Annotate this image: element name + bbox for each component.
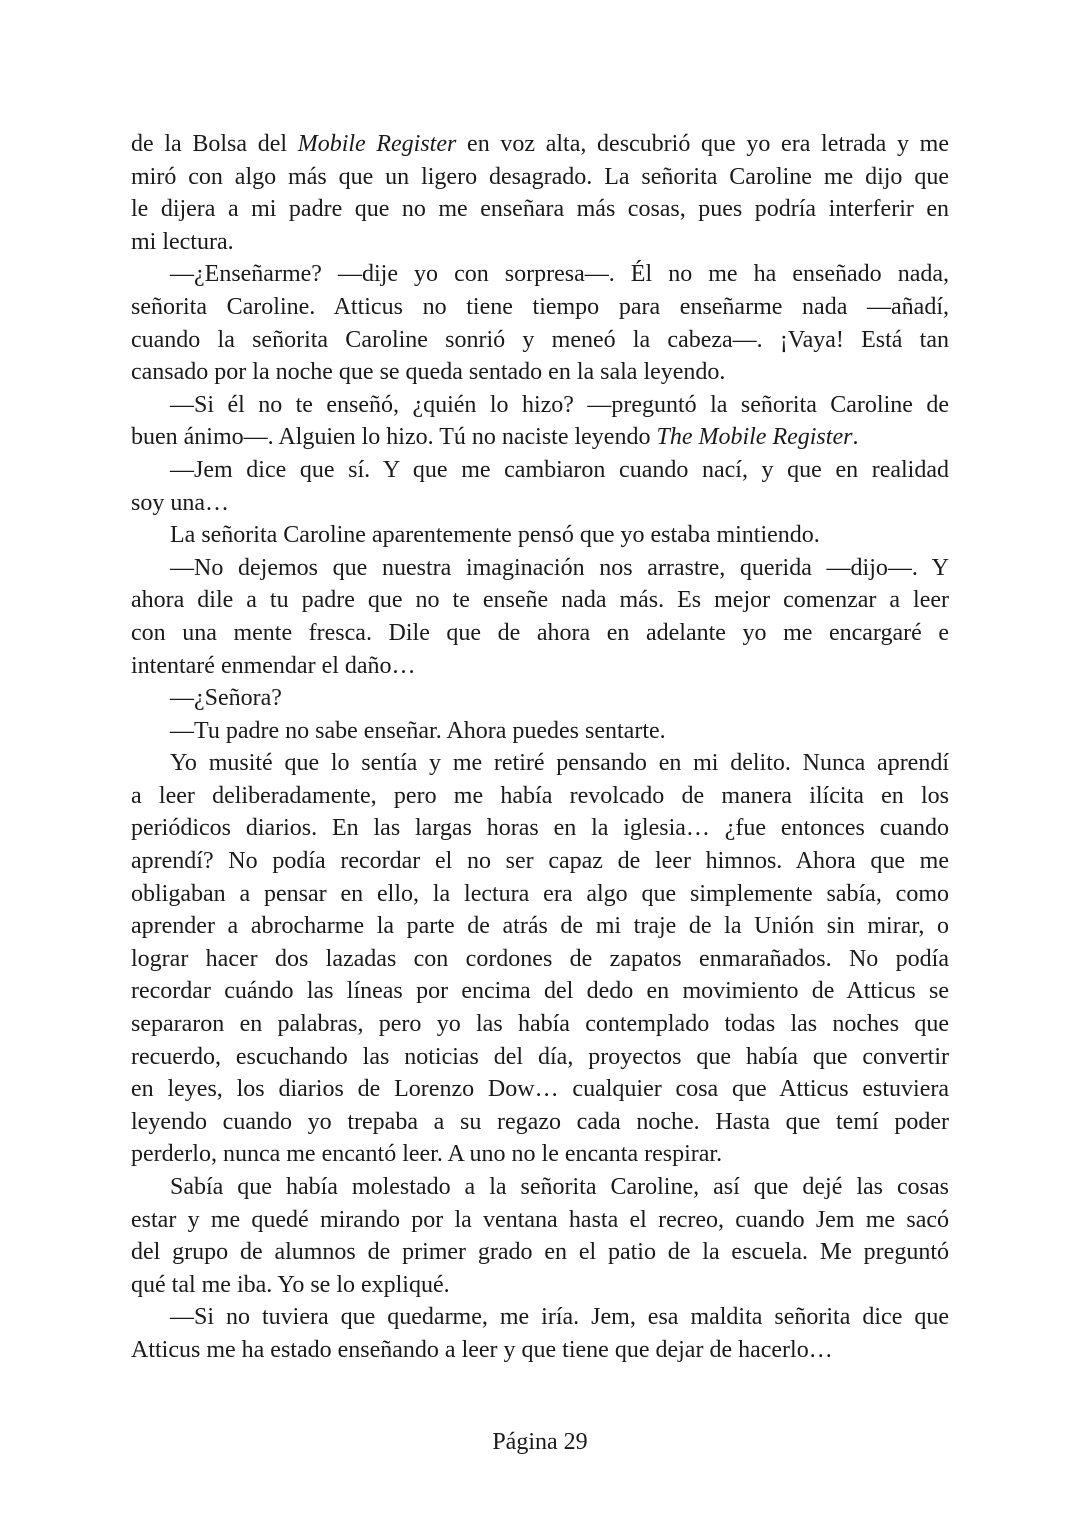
- text-line: buen ánimo—. Alguien lo hizo. Tú no naciste leyendo The Mobile Register.: [131, 424, 859, 451]
- text-line: La señorita Caroline aparentemente pensó que yo estaba mintiendo.: [170, 522, 820, 549]
- text-line: cuando la señorita Caroline sonrió y meneó la cabeza—. ¡Vaya! Está tan: [131, 326, 949, 353]
- text-line: miró con algo más que un ligero desagrado. La señorita Caroline me dijo que: [131, 163, 949, 190]
- text-line: recuerdo, escuchando las noticias del día, proyectos que había que convertir: [131, 1043, 949, 1070]
- text-line: de la Bolsa del Mobile Register en voz alta, descubrió que yo era letrada y me: [131, 131, 949, 157]
- text-line: periódicos diarios. En las largas horas en la iglesia… ¿fue entonces cuando: [131, 815, 949, 842]
- text-line: qué tal me iba. Yo se lo expliqué.: [131, 1271, 450, 1298]
- text-line: —Si él no te enseñó, ¿quién lo hizo? —preguntó la señorita Caroline de: [170, 391, 949, 418]
- text-line: en leyes, los diarios de Lorenzo Dow… cualquier cosa que Atticus estuviera: [131, 1076, 949, 1103]
- text-line: le dijera a mi padre que no me enseñara más cosas, pues podría interferir en: [131, 196, 949, 223]
- text-line: —Jem dice que sí. Y que me cambiaron cuando nací, y que en realidad: [170, 456, 949, 483]
- text-line: obligaban a pensar en ello, la lectura era algo que simplemente sabía, como: [131, 880, 949, 907]
- text-line: soy una…: [131, 489, 229, 516]
- text-line: del grupo de alumnos de primer grado en el patio de la escuela. Me preguntó: [131, 1239, 949, 1266]
- italic-title: The Mobile Register: [656, 424, 853, 451]
- text-line: aprender a abrocharme la parte de atrás de mi traje de la Unión sin mirar, o: [131, 913, 949, 940]
- page-number: Página 29: [492, 1429, 588, 1455]
- text-line: recordar cuándo las líneas por encima del dedo en movimiento de Atticus se: [131, 978, 949, 1005]
- text-line: Yo musité que lo sentía y me retiré pensando en mi delito. Nunca aprendí: [170, 750, 949, 777]
- text-line: estar y me quedé mirando por la ventana hasta el recreo, cuando Jem me sacó: [131, 1206, 949, 1233]
- text-line: leyendo cuando yo trepaba a su regazo cada noche. Hasta que temí poder: [131, 1108, 949, 1135]
- text-line: —Tu padre no sabe enseñar. Ahora puedes sentarte.: [170, 717, 666, 744]
- text-line: ahora dile a tu padre que no te enseñe nada más. Es mejor comenzar a leer: [131, 587, 949, 614]
- italic-title: Mobile Register: [297, 131, 457, 157]
- text-line: intentaré enmendar el daño…: [131, 652, 416, 679]
- text-line: lograr hacer dos lazadas con cordones de zapatos enmarañados. No podía: [131, 945, 949, 972]
- text-line: —¿Enseñarme? —dije yo con sorpresa—. Él no me ha enseñado nada,: [170, 261, 949, 288]
- text-line: señorita Caroline. Atticus no tiene tiempo para enseñarme nada —añadí,: [131, 293, 949, 320]
- text-line: con una mente fresca. Dile que de ahora en adelante yo me encargaré e: [131, 619, 949, 646]
- text-line: —¿Señora?: [170, 685, 282, 712]
- text-line: cansado por la noche que se queda sentado en la sala leyendo.: [131, 359, 726, 386]
- text-line: separaron en palabras, pero yo las había contemplado todas las noches que: [131, 1011, 949, 1038]
- text-line: perderlo, nunca me encantó leer. A uno no le encanta respirar.: [131, 1141, 723, 1168]
- text-line: Sabía que había molestado a la señorita Caroline, así que dejé las cosas: [170, 1174, 949, 1200]
- text-line: mi lectura.: [131, 228, 234, 255]
- text-line: —No dejemos que nuestra imaginación nos arrastre, querida —dijo—. Y: [170, 554, 949, 581]
- text-line: aprendí? No podía recordar el no ser capaz de leer himnos. Ahora que me: [131, 848, 949, 875]
- text-line: —Si no tuviera que quedarme, me iría. Jem, esa maldita señorita dice que: [170, 1304, 949, 1331]
- text-line: a leer deliberadamente, pero me había revolcado de manera ilícita en los: [131, 782, 949, 809]
- text-line: Atticus me ha estado enseñando a leer y que tiene que dejar de hacerlo…: [131, 1336, 833, 1363]
- document-body: [131, 128, 949, 1367]
